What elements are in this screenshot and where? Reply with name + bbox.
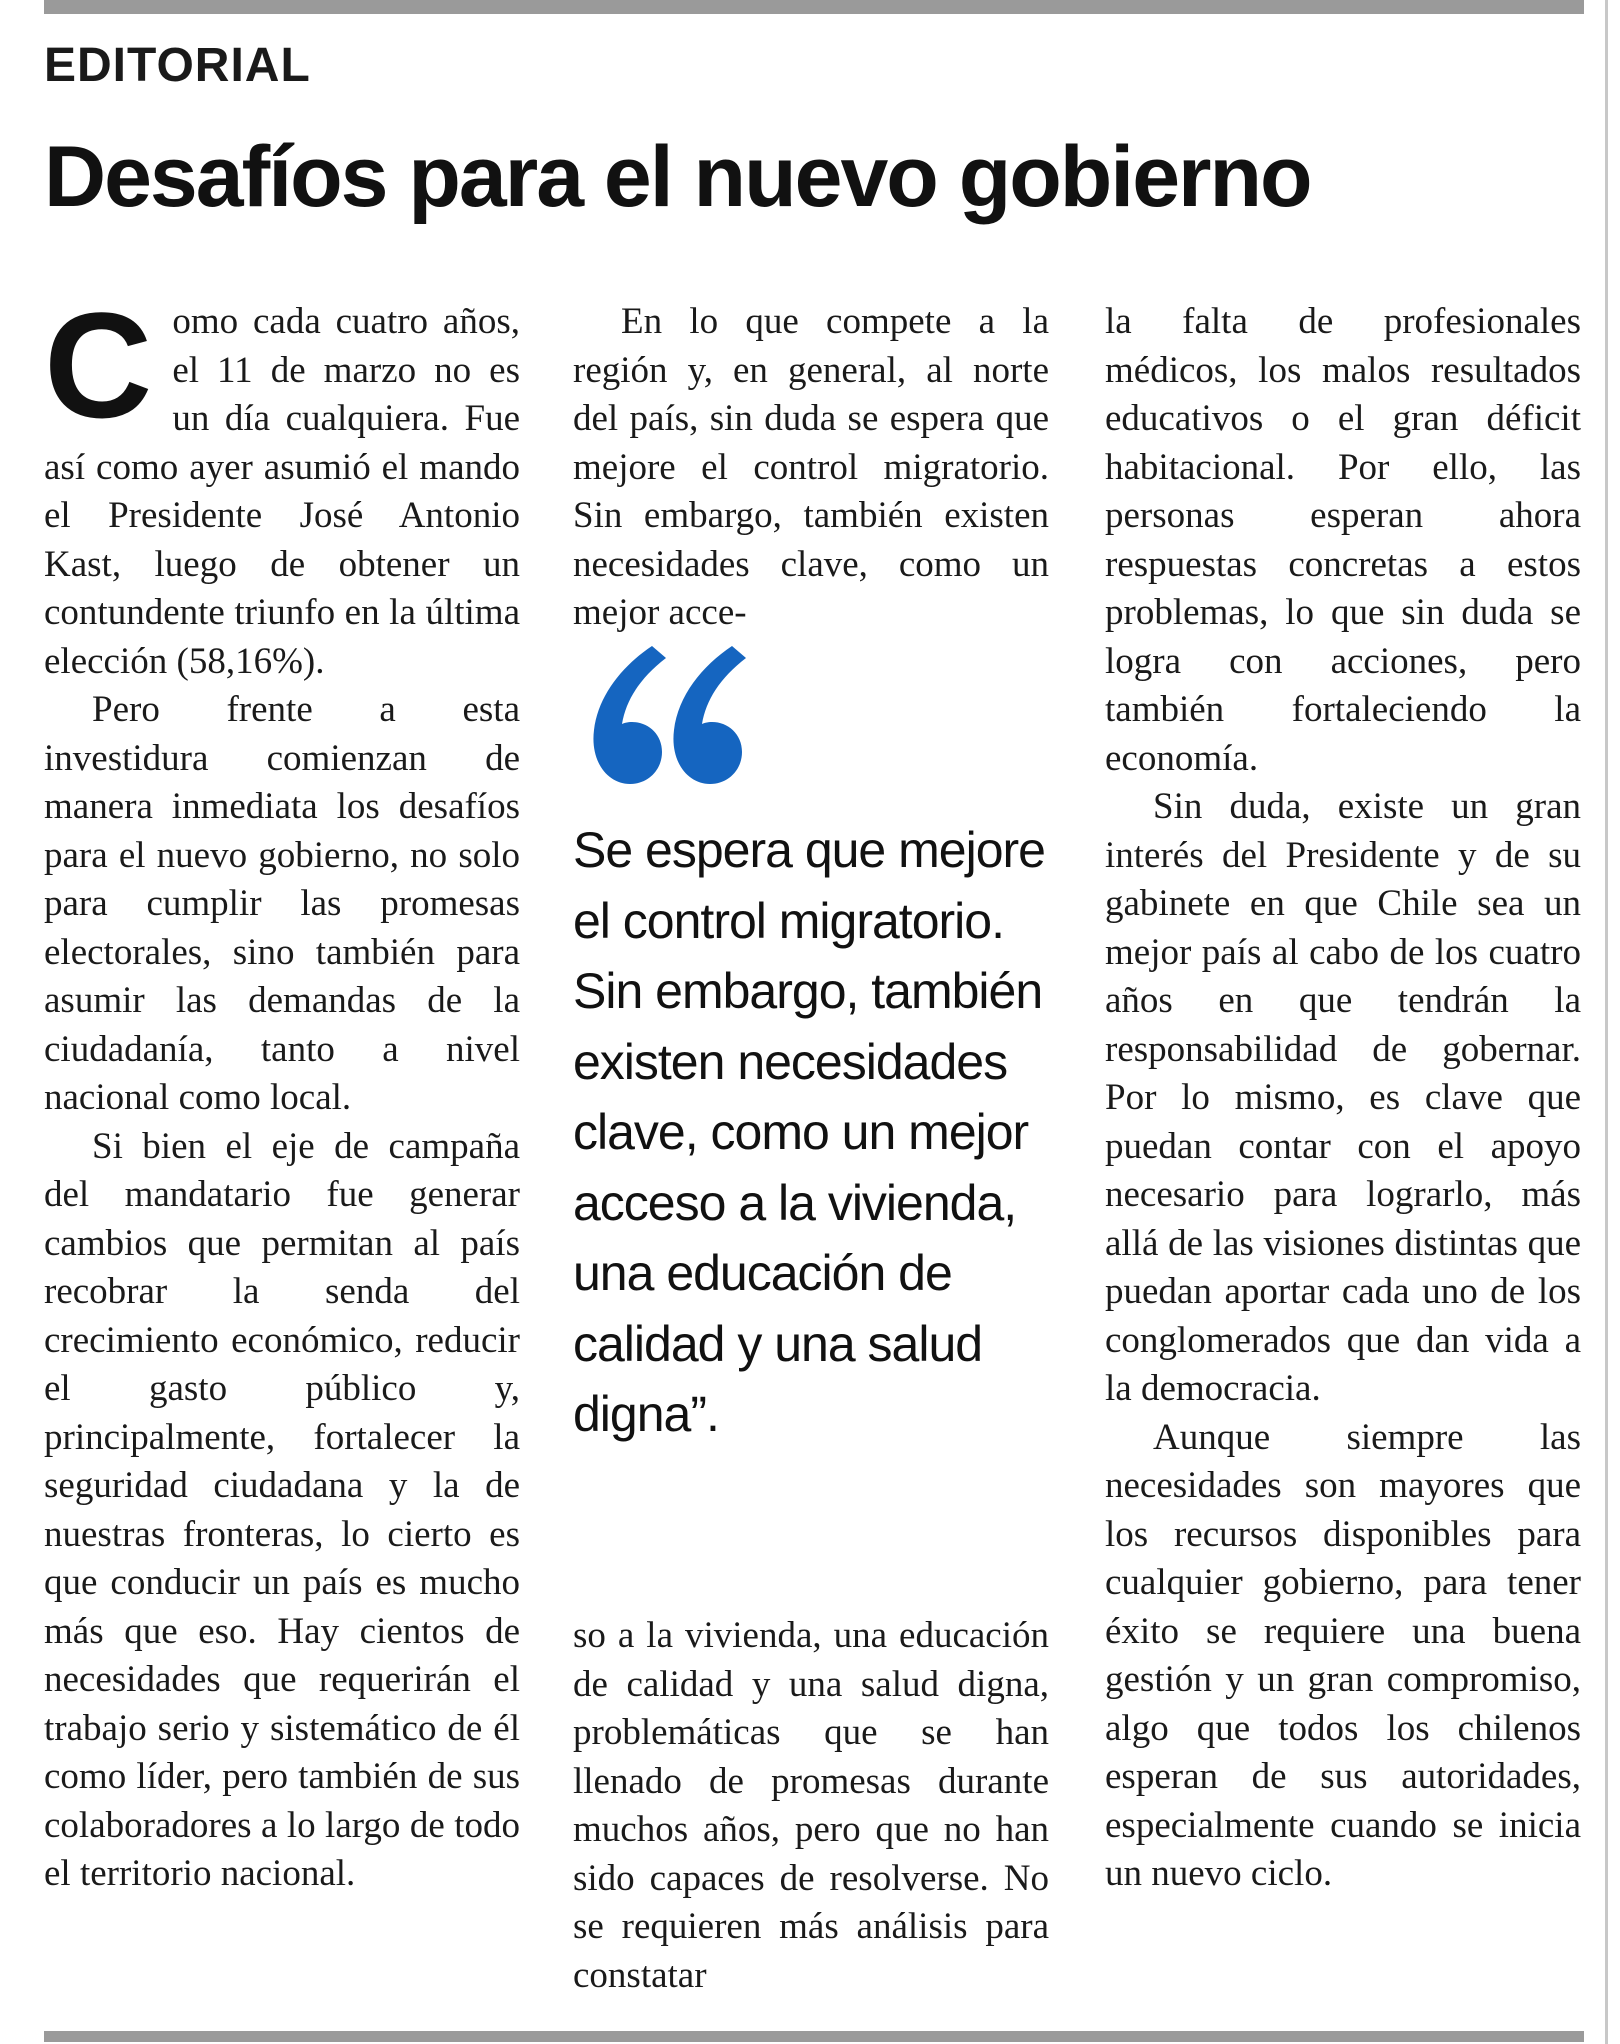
section-label: EDITORIAL [44,39,311,92]
page-edge-line [1605,0,1608,2044]
column-2-top [573,298,1049,638]
paragraph: Si bien el eje de campaña del mandatario fue generar cambios que permitan al país recobrar la senda del crecimiento económico, reducir el gasto público y, principalmente, fortalecer la seguridad ciudadana y la de nuestras fronteras, lo cierto es que conducir un país es mucho más que eso. Hay cientos de necesidades que requerirán el trabajo serio y sistemático de él como líder, pero también de sus colaboradores a lo largo de todo el territorio nacional. [44,1125,520,1894]
pull-quote: Se espera que mejore el control migratorio. Sin embargo, también existen necesidades clave, como un mejor acceso a la vivienda, una educación de calidad y una salud digna”. [573,822,1045,1442]
paragraph: Pero frente a esta investidura comienzan de manera inmediata los desafíos para el nuevo gobierno, no solo para cumplir las promesas electorales, sino también para asumir las demandas de la ciudadanía, tanto a nivel nacional como local. [44,689,520,1118]
paragraph: so a la vivienda, una educación de calidad y una salud digna, problemáticas que se han llenado de promesas durante muchos años, pero que no han sido capaces de resolverse. No se requieren más análisis para constatar [573,1615,1049,1996]
paragraph: omo cada cuatro años, el 11 de marzo no es un día cualquiera. Fue así como ayer asumió el mando el Presidente José Antonio Kast, luego de obtener un contundente triunfo en la última elección (58,16%). [44,301,520,682]
column-3 [1105,298,1581,1899]
column-2-bottom [573,1612,1049,2000]
open-quote-icon [582,638,752,798]
column-1 [44,281,520,1899]
drop-cap: C [44,281,153,449]
paragraph: En lo que compete a la región y, en general, al norte del país, sin duda se espera que mejore el control migratorio. Sin embargo, también existen necesidades clave, como un mejor acce- [573,301,1049,633]
paragraph: Aunque siempre las necesidades son mayores que los recursos disponibles para cualquier gobierno, para tener éxito se requiere una buena gestión y un gran compromiso, algo que todos los chilenos esperan de sus autoridades, especialmente cuando se inicia un nuevo ciclo. [1105,1416,1581,1894]
headline: Desafíos para el nuevo gobierno [44,129,1311,225]
bottom-rule [44,2031,1584,2042]
top-rule [44,0,1584,14]
paragraph: la falta de profesionales médicos, los malos resultados educativos o el gran déficit habitacional. Por ello, las personas esperan ahora respuestas concretas a estos problemas, lo que sin duda se logra con acciones, pero también fortaleciendo la economía. [1105,301,1581,779]
paragraph: Sin duda, existe un gran interés del Presidente y de su gabinete en que Chile sea un mejor país al cabo de los cuatro años en que tendrán la responsabilidad de gobernar. Por lo mismo, es clave que puedan contar con el apoyo necesario para lograrlo, más allá de las visiones distintas que puedan aportar cada uno de los conglomerados que dan vida a la democracia. [1105,786,1581,1409]
